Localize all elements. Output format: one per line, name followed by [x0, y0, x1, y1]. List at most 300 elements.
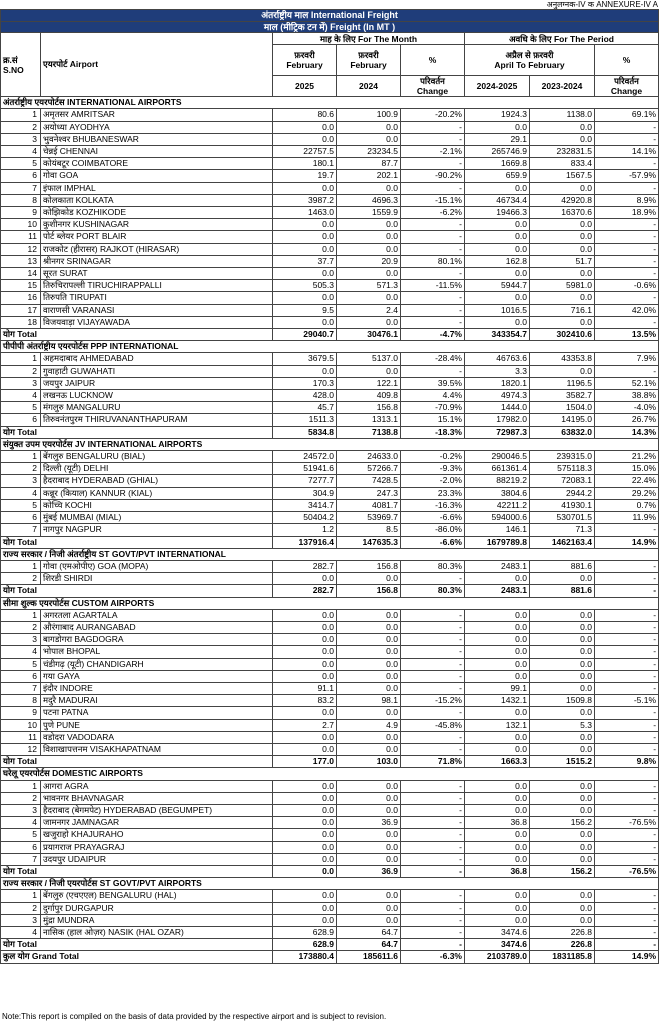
- grand-total-value: 1831185.8: [530, 951, 595, 963]
- value-cell: -: [401, 707, 465, 719]
- total-value: -: [595, 939, 659, 951]
- value-cell: 46734.4: [465, 194, 530, 206]
- value-cell: 881.6: [530, 560, 595, 572]
- value-cell: 0.0: [530, 829, 595, 841]
- row-number: 10: [1, 219, 41, 231]
- table-row: [1, 512, 659, 524]
- value-cell: 0.0: [273, 853, 337, 865]
- grand-total-value: 185611.6: [337, 951, 401, 963]
- year-2025-header: 2025: [273, 76, 337, 97]
- airport-name: कोलकाता KOLKATA: [41, 194, 273, 206]
- table-row: [1, 927, 659, 939]
- value-cell: -: [595, 243, 659, 255]
- section-title: सीमा शुल्क एयरपोर्टस CUSTOM AIRPORTS: [1, 597, 659, 609]
- row-number: 5: [1, 829, 41, 841]
- value-cell: -: [401, 731, 465, 743]
- row-number: 6: [1, 512, 41, 524]
- value-cell: -: [595, 268, 659, 280]
- section-header: [1, 438, 659, 450]
- value-cell: 122.1: [337, 377, 401, 389]
- value-cell: -: [401, 927, 465, 939]
- value-cell: 0.0: [273, 792, 337, 804]
- value-cell: 0.0: [337, 268, 401, 280]
- value-cell: 0.0: [273, 670, 337, 682]
- value-cell: 0.0: [337, 731, 401, 743]
- value-cell: -: [595, 743, 659, 755]
- table-title-1: अंतर्राष्ट्रीय माल International Freight: [1, 10, 659, 22]
- row-number: 5: [1, 158, 41, 170]
- value-cell: -0.2%: [401, 451, 465, 463]
- row-number: 2: [1, 121, 41, 133]
- value-cell: 45.7: [273, 402, 337, 414]
- airport-name: कोयंबटूर COIMBATORE: [41, 158, 273, 170]
- value-cell: -16.3%: [401, 499, 465, 511]
- table-row: [1, 524, 659, 536]
- value-cell: 4.4%: [401, 390, 465, 402]
- value-cell: -11.5%: [401, 280, 465, 292]
- value-cell: 0.0: [273, 890, 337, 902]
- table-row: [1, 829, 659, 841]
- row-number: 4: [1, 390, 41, 402]
- row-number: 3: [1, 475, 41, 487]
- value-cell: 37.7: [273, 255, 337, 267]
- section-title: संयुक्त उपम एयरपोर्टस JV INTERNATIONAL AIRPORTS: [1, 438, 659, 450]
- row-number: 11: [1, 731, 41, 743]
- value-cell: 0.7%: [595, 499, 659, 511]
- total-row: [1, 536, 659, 548]
- value-cell: 0.0: [465, 121, 530, 133]
- row-number: 1: [1, 780, 41, 792]
- value-cell: 1509.8: [530, 695, 595, 707]
- airport-name: श्रीनगर SRINAGAR: [41, 255, 273, 267]
- value-cell: 0.0: [530, 609, 595, 621]
- value-cell: 0.0: [337, 365, 401, 377]
- value-cell: 0.0: [337, 853, 401, 865]
- airport-name: खजुराहो KHAJURAHO: [41, 829, 273, 841]
- row-number: 17: [1, 304, 41, 316]
- value-cell: 0.0: [337, 243, 401, 255]
- row-number: 3: [1, 804, 41, 816]
- row-number: 2: [1, 463, 41, 475]
- row-number: 8: [1, 194, 41, 206]
- table-row: [1, 207, 659, 219]
- value-cell: -: [595, 573, 659, 585]
- value-cell: 1313.1: [337, 414, 401, 426]
- value-cell: 0.0: [337, 670, 401, 682]
- value-cell: 0.0: [530, 219, 595, 231]
- value-cell: -: [401, 841, 465, 853]
- value-cell: 0.0: [337, 316, 401, 328]
- value-cell: 0.0: [337, 890, 401, 902]
- table-row: [1, 292, 659, 304]
- airport-name: दिल्ली (यूटी) DELHI: [41, 463, 273, 475]
- table-row: [1, 890, 659, 902]
- table-row: [1, 487, 659, 499]
- section-title: राज्य सरकार / निजी एयरपोर्टस ST GOVT/PVT AIRPORTS: [1, 878, 659, 890]
- value-cell: 594000.6: [465, 512, 530, 524]
- airport-name: इंफाल IMPHAL: [41, 182, 273, 194]
- value-cell: 0.0: [273, 243, 337, 255]
- airport-name: वडोदरा VADODARA: [41, 731, 273, 743]
- value-cell: -: [401, 914, 465, 926]
- total-value: 72987.3: [465, 426, 530, 438]
- value-cell: 661361.4: [465, 463, 530, 475]
- value-cell: -: [595, 927, 659, 939]
- value-cell: 17982.0: [465, 414, 530, 426]
- value-cell: -: [401, 609, 465, 621]
- total-value: 103.0: [337, 756, 401, 768]
- value-cell: -: [595, 255, 659, 267]
- value-cell: 80.6: [273, 109, 337, 121]
- value-cell: -90.2%: [401, 170, 465, 182]
- value-cell: 87.7: [337, 158, 401, 170]
- value-cell: 156.8: [337, 560, 401, 572]
- value-cell: 0.0: [273, 829, 337, 841]
- value-cell: 0.0: [465, 841, 530, 853]
- value-cell: 0.0: [273, 231, 337, 243]
- value-cell: 5137.0: [337, 353, 401, 365]
- total-row: [1, 865, 659, 877]
- value-cell: 29.1: [465, 133, 530, 145]
- value-cell: 0.0: [465, 804, 530, 816]
- table-row: [1, 255, 659, 267]
- table-row: [1, 743, 659, 755]
- value-cell: 22757.5: [273, 146, 337, 158]
- row-number: 1: [1, 353, 41, 365]
- value-cell: 833.4: [530, 158, 595, 170]
- table-row: [1, 170, 659, 182]
- value-cell: 0.0: [465, 780, 530, 792]
- value-cell: 57266.7: [337, 463, 401, 475]
- value-cell: 36.8: [465, 817, 530, 829]
- value-cell: 226.8: [530, 927, 595, 939]
- table-row: [1, 390, 659, 402]
- airport-name: जयपुर JAIPUR: [41, 377, 273, 389]
- value-cell: 26.7%: [595, 414, 659, 426]
- row-number: 12: [1, 243, 41, 255]
- value-cell: 0.0: [465, 658, 530, 670]
- value-cell: 0.0: [273, 182, 337, 194]
- total-value: -76.5%: [595, 865, 659, 877]
- airport-name: बेंगलुरु BENGALURU (BIAL): [41, 451, 273, 463]
- table-row: [1, 280, 659, 292]
- airport-name: हैदराबाद (बेगमपेट) HYDERABAD (BEGUMPET): [41, 804, 273, 816]
- sno-header: क्र.सं S.NO: [1, 33, 41, 97]
- value-cell: -: [595, 365, 659, 377]
- value-cell: 575118.3: [530, 463, 595, 475]
- airport-name: आगरा AGRA: [41, 780, 273, 792]
- row-number: 15: [1, 280, 41, 292]
- value-cell: -: [401, 121, 465, 133]
- row-number: 2: [1, 365, 41, 377]
- value-cell: 0.0: [337, 914, 401, 926]
- table-row: [1, 231, 659, 243]
- value-cell: -: [595, 719, 659, 731]
- section-title: पीपीपी अंतर्राष्ट्रीय एयरपोर्टस PPP INTERNATIONAL: [1, 341, 659, 353]
- table-row: [1, 573, 659, 585]
- airport-name: गुवाहाटी GUWAHATI: [41, 365, 273, 377]
- value-cell: 0.0: [465, 853, 530, 865]
- value-cell: 282.7: [273, 560, 337, 572]
- value-cell: 1567.5: [530, 170, 595, 182]
- value-cell: 0.0: [273, 902, 337, 914]
- table-row: [1, 646, 659, 658]
- value-cell: 1504.0: [530, 402, 595, 414]
- value-cell: 0.0: [530, 573, 595, 585]
- grand-total-value: -6.3%: [401, 951, 465, 963]
- value-cell: 304.9: [273, 487, 337, 499]
- total-row: [1, 756, 659, 768]
- value-cell: -: [401, 682, 465, 694]
- row-number: 7: [1, 853, 41, 865]
- value-cell: 24633.0: [337, 451, 401, 463]
- value-cell: -: [401, 231, 465, 243]
- table-row: [1, 268, 659, 280]
- value-cell: -: [595, 231, 659, 243]
- table-row: [1, 670, 659, 682]
- row-number: 5: [1, 658, 41, 670]
- value-cell: -: [595, 219, 659, 231]
- value-cell: 0.0: [530, 121, 595, 133]
- value-cell: 0.0: [337, 804, 401, 816]
- value-cell: -: [595, 731, 659, 743]
- value-cell: -: [595, 804, 659, 816]
- total-value: 1679789.8: [465, 536, 530, 548]
- value-cell: 20.9: [337, 255, 401, 267]
- value-cell: 51941.6: [273, 463, 337, 475]
- value-cell: 21.2%: [595, 451, 659, 463]
- value-cell: 0.0: [337, 743, 401, 755]
- annexure-label: अनुलग्नक-IV क ANNEXURE-IV A: [546, 0, 658, 9]
- value-cell: -: [401, 573, 465, 585]
- row-number: 6: [1, 170, 41, 182]
- airport-name: पोर्ट ब्लेयर PORT BLAIR: [41, 231, 273, 243]
- total-value: 36.9: [337, 865, 401, 877]
- value-cell: -15.2%: [401, 695, 465, 707]
- row-number: 16: [1, 292, 41, 304]
- row-number: 12: [1, 743, 41, 755]
- value-cell: 69.1%: [595, 109, 659, 121]
- row-number: 4: [1, 646, 41, 658]
- value-cell: 42920.8: [530, 194, 595, 206]
- period-header: अवधि के लिए For The Period: [465, 33, 659, 45]
- value-cell: 170.3: [273, 377, 337, 389]
- value-cell: 2.4: [337, 304, 401, 316]
- value-cell: 15.1%: [401, 414, 465, 426]
- value-cell: 0.0: [337, 682, 401, 694]
- value-cell: 0.0: [530, 853, 595, 865]
- table-row: [1, 414, 659, 426]
- row-number: 4: [1, 146, 41, 158]
- airport-name: दुर्गापुर DURGAPUR: [41, 902, 273, 914]
- section-header: [1, 597, 659, 609]
- value-cell: 43353.8: [530, 353, 595, 365]
- value-cell: 0.0: [273, 121, 337, 133]
- value-cell: 0.0: [530, 658, 595, 670]
- table-row: [1, 853, 659, 865]
- apr-feb-header: अप्रैल से फ़रवरी April To February: [465, 45, 595, 76]
- table-row: [1, 914, 659, 926]
- value-cell: 53969.7: [337, 512, 401, 524]
- value-cell: 2.7: [273, 719, 337, 731]
- airport-name: भुवनेश्वर BHUBANESWAR: [41, 133, 273, 145]
- value-cell: 0.0: [337, 707, 401, 719]
- value-cell: 1924.3: [465, 109, 530, 121]
- value-cell: 0.0: [465, 792, 530, 804]
- value-cell: 232831.5: [530, 146, 595, 158]
- value-cell: -: [401, 634, 465, 646]
- period-2024-2025-header: 2024-2025: [465, 76, 530, 97]
- row-number: 13: [1, 255, 41, 267]
- value-cell: 0.0: [337, 780, 401, 792]
- airport-name: चंडीगढ़ (यूटी) CHANDIGARH: [41, 658, 273, 670]
- row-number: 1: [1, 609, 41, 621]
- airport-name: अहमदाबाद AHMEDABAD: [41, 353, 273, 365]
- value-cell: -: [595, 841, 659, 853]
- value-cell: 22.4%: [595, 475, 659, 487]
- value-cell: -: [401, 670, 465, 682]
- value-cell: 3474.6: [465, 927, 530, 939]
- total-value: 302410.6: [530, 329, 595, 341]
- footnote: Note:This report is compiled on the basis of data provided by the respective airport and is subject to revision.: [2, 1012, 387, 1021]
- value-cell: 239315.0: [530, 451, 595, 463]
- value-cell: -: [595, 853, 659, 865]
- value-cell: -: [595, 829, 659, 841]
- airport-name: बागडोगरा BAGDOGRA: [41, 634, 273, 646]
- airport-name: हैदराबाद HYDERABAD (GHIAL): [41, 475, 273, 487]
- value-cell: -: [595, 133, 659, 145]
- airport-name: भावनगर BHAVNAGAR: [41, 792, 273, 804]
- value-cell: 0.0: [530, 365, 595, 377]
- section-header: [1, 97, 659, 109]
- airport-name: राजकोट (हीरासर) RAJKOT (HIRASAR): [41, 243, 273, 255]
- value-cell: 3414.7: [273, 499, 337, 511]
- table-row: [1, 719, 659, 731]
- feb-header-2024: फ़रवरी February: [337, 45, 401, 76]
- value-cell: 7428.5: [337, 475, 401, 487]
- value-cell: -2.1%: [401, 146, 465, 158]
- section-title: अंतर्राष्ट्रीय एयरपोर्टस INTERNATIONAL AIRPORTS: [1, 97, 659, 109]
- value-cell: 0.0: [337, 573, 401, 585]
- value-cell: 98.1: [337, 695, 401, 707]
- total-value: 36.8: [465, 865, 530, 877]
- row-number: 8: [1, 695, 41, 707]
- value-cell: -6.2%: [401, 207, 465, 219]
- value-cell: 0.0: [465, 743, 530, 755]
- total-value: 14.3%: [595, 426, 659, 438]
- table-row: [1, 780, 659, 792]
- value-cell: 1820.1: [465, 377, 530, 389]
- total-value: 80.3%: [401, 585, 465, 597]
- total-value: 13.5%: [595, 329, 659, 341]
- total-value: -: [401, 939, 465, 951]
- value-cell: -: [401, 304, 465, 316]
- total-value: 156.8: [337, 585, 401, 597]
- value-cell: -: [595, 292, 659, 304]
- table-row: [1, 609, 659, 621]
- pct-header-month: %: [401, 45, 465, 76]
- table-row: [1, 463, 659, 475]
- row-number: 3: [1, 634, 41, 646]
- value-cell: 0.0: [530, 902, 595, 914]
- table-row: [1, 560, 659, 572]
- section-title: घरेलू एयरपोर्टस DOMESTIC AIRPORTS: [1, 768, 659, 780]
- total-value: 71.8%: [401, 756, 465, 768]
- table-row: [1, 121, 659, 133]
- value-cell: 83.2: [273, 695, 337, 707]
- airport-name: कन्नूर (कियाल) KANNUR (KIAL): [41, 487, 273, 499]
- value-cell: 0.0: [273, 365, 337, 377]
- total-row: [1, 585, 659, 597]
- table-row: [1, 731, 659, 743]
- value-cell: 0.0: [273, 780, 337, 792]
- total-label: योग Total: [1, 865, 273, 877]
- value-cell: 24572.0: [273, 451, 337, 463]
- airport-name: औरंगाबाद AURANGABAD: [41, 621, 273, 633]
- table-row: [1, 817, 659, 829]
- value-cell: -: [401, 902, 465, 914]
- value-cell: 23234.5: [337, 146, 401, 158]
- value-cell: 505.3: [273, 280, 337, 292]
- airport-name: अयोध्या AYODHYA: [41, 121, 273, 133]
- value-cell: 0.0: [337, 646, 401, 658]
- value-cell: 0.0: [273, 731, 337, 743]
- pct-header-period: %: [595, 45, 659, 76]
- airport-name: नासिक (हाल ओज़र) NASIK (HAL OZAR): [41, 927, 273, 939]
- value-cell: -28.4%: [401, 353, 465, 365]
- airport-name: अमृतसर AMRITSAR: [41, 109, 273, 121]
- table-row: [1, 658, 659, 670]
- value-cell: 0.0: [337, 121, 401, 133]
- value-cell: 132.1: [465, 719, 530, 731]
- row-number: 1: [1, 109, 41, 121]
- value-cell: 628.9: [273, 927, 337, 939]
- value-cell: -45.8%: [401, 719, 465, 731]
- row-number: 7: [1, 524, 41, 536]
- value-cell: 91.1: [273, 682, 337, 694]
- value-cell: 0.0: [465, 914, 530, 926]
- value-cell: 0.0: [273, 268, 337, 280]
- airport-name: भोपाल BHOPAL: [41, 646, 273, 658]
- total-label: योग Total: [1, 329, 273, 341]
- table-row: [1, 634, 659, 646]
- value-cell: -: [401, 658, 465, 670]
- airport-name: उदयपुर UDAIPUR: [41, 853, 273, 865]
- value-cell: 0.0: [273, 658, 337, 670]
- value-cell: -: [595, 792, 659, 804]
- value-cell: 180.1: [273, 158, 337, 170]
- value-cell: 0.0: [465, 902, 530, 914]
- row-number: 18: [1, 316, 41, 328]
- value-cell: 41930.1: [530, 499, 595, 511]
- table-row: [1, 841, 659, 853]
- value-cell: -: [595, 609, 659, 621]
- value-cell: -: [595, 682, 659, 694]
- airport-name: गोवा GOA: [41, 170, 273, 182]
- total-value: 5834.8: [273, 426, 337, 438]
- value-cell: -: [401, 365, 465, 377]
- value-cell: 72083.1: [530, 475, 595, 487]
- value-cell: 0.0: [530, 890, 595, 902]
- value-cell: -: [401, 182, 465, 194]
- value-cell: -: [401, 268, 465, 280]
- total-value: 3474.6: [465, 939, 530, 951]
- row-number: 3: [1, 377, 41, 389]
- value-cell: 265746.9: [465, 146, 530, 158]
- value-cell: 0.0: [273, 573, 337, 585]
- value-cell: 0.0: [465, 634, 530, 646]
- airport-name: कुशीनगर KUSHINAGAR: [41, 219, 273, 231]
